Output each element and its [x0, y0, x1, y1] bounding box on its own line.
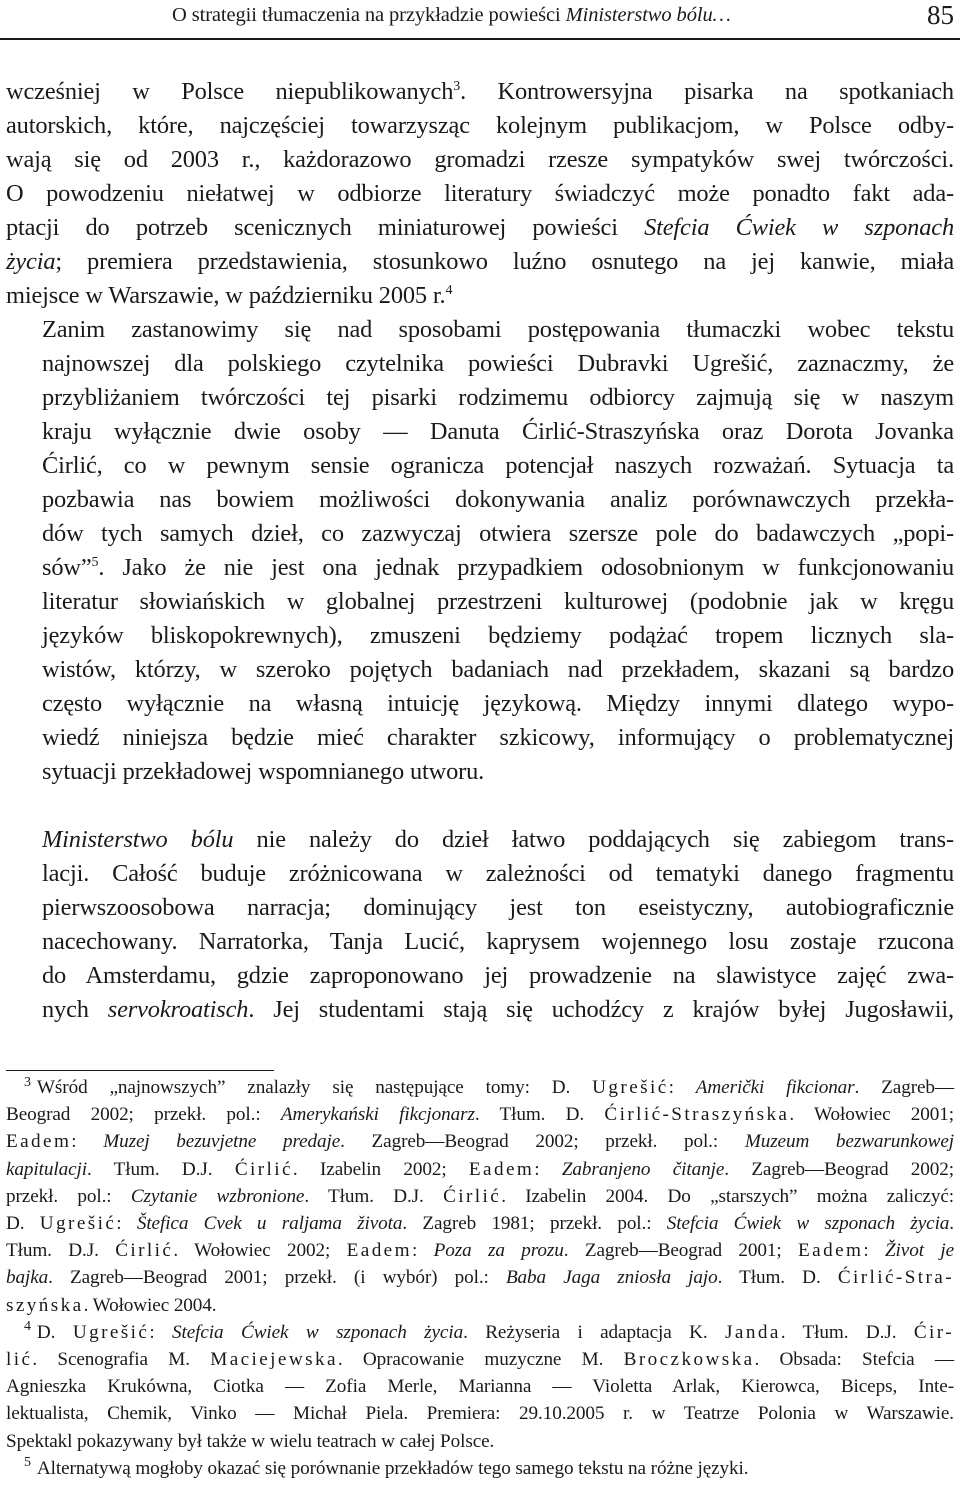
footnote-ref-3[interactable]: 3: [453, 78, 461, 94]
footnote-line: szyńska. Wołowiec 2004.: [6, 1294, 217, 1316]
text-line: wistów, którzy, w szeroko pojętych badaniach nad przekładem, skazani są bardzo: [42, 656, 954, 683]
footnote-line: Spektakl pokazywany był także w wielu teatrach w całej Polsce.: [6, 1430, 495, 1452]
footnotes: [6, 1074, 954, 1482]
footnote-line: $^3$ Wśród „najnowszych” znalazły się następujące tomy: D. Ugrešić: Američki fikcionar. Zagreb—: [24, 1074, 954, 1098]
text-line: O powodzeniu niełatwej w odbiorze literatury świadczyć może ponadto fakt ada-: [6, 180, 954, 207]
footnote-line: $^4$ D. Ugrešić: Stefcia Ćwiek w szponach życia. Reżyseria i adaptacja K. Janda. Tłum. D.J. Ćir-: [24, 1319, 954, 1343]
running-title: [172, 4, 731, 27]
text-line: Zanim zastanowimy się nad sposobami postępowania tłumaczki wobec tekstu: [42, 316, 954, 343]
footnote-line: bajka. Zagreb—Beograd 2001; przekł. (i wybór) pol.: Baba Jaga zniosła jajo. Tłum. D. Ćirlić-Stra-: [6, 1267, 955, 1289]
text-line: pierwszoosobowa narracja; dominujący jest ton eseistyczny, autobiograficznie: [42, 894, 954, 921]
footnote-line: lić. Scenografia M. Maciejewska. Opracowanie muzyczne M. Broczkowska. Obsada: Stefcia —: [6, 1349, 954, 1371]
text-line: lacji. Całość buduje zróżnicowana w zależności od tematyki danego fragmentu: [42, 860, 954, 887]
footnote-3: [6, 1074, 954, 1319]
text-line: pozbawia nas bowiem możliwości dokonywania analiz porównawczych przekła-: [42, 486, 954, 513]
footnote-number: 4: [24, 1319, 31, 1335]
running-title-italic: Ministerstwo bólu…: [565, 4, 731, 26]
text-line: nacechowany. Narratorka, Tanja Lucić, kaprysem wojennego losu zostaje rzucona: [42, 928, 954, 955]
book-title: Ministerstwo bólu: [42, 826, 234, 853]
text-line: wcześniej w Polsce niepublikowanych$^3$. Kontrowersyjna pisarka na spotkaniach: [6, 78, 954, 105]
foreign-term: servokroatisch: [107, 996, 249, 1023]
footnote-line: kapitulacji. Tłum. D.J. Ćirlić. Izabelin 2002; Eadem: Zabranjeno čitanje. Zagreb—Beograd 2002;: [6, 1158, 955, 1180]
header-rule: [0, 38, 960, 40]
running-title-text: O strategii tłumaczenia na przykładzie powieści: [172, 4, 566, 26]
text-line: Ministerstwo bólu nie należy do dzieł łatwo poddających się zabiegom trans-: [42, 826, 954, 853]
paragraph-3: [6, 823, 954, 1027]
footnote-separator: [6, 1070, 274, 1071]
footnote-ref-5[interactable]: 5: [91, 554, 99, 570]
text-line: ptacji do potrzeb scenicznych miniaturowej powieści Stefcia Ćwiek w szponach: [6, 214, 954, 241]
footnote-line: D. Ugrešić: Štefica Cvek u raljama života. Zagreb 1981; przekł. pol.: Stefcia Ćwiek w szponach życia.: [6, 1213, 954, 1235]
footnote-line: Beograd 2002; przekł. pol.: Amerykański fikcjonarz. Tłum. D. Ćirlić-Straszyńska. Wołowiec 2001;: [6, 1104, 954, 1126]
footnote-ref-4[interactable]: 4: [445, 282, 453, 298]
footnote-line: Eadem: Muzej bezuvjetne predaje. Zagreb—Beograd 2002; przekł. pol.: Muzeum bezwarunkowej: [6, 1131, 954, 1153]
footnote-line: Tłum. D.J. Ćirlić. Wołowiec 2002; Eadem: Poza za prozu. Zagreb—Beograd 2001; Eadem: Život je: [6, 1240, 954, 1262]
text-line: dów tych samych dzieł, co zazwyczaj otwiera szersze pole do badawczych „popi-: [42, 520, 954, 547]
text-line: kraju wyłącznie dwie osoby — Danuta Ćirlić-Straszyńska oraz Dorota Jovanka: [42, 418, 954, 445]
text-line: najnowszej dla polskiego czytelnika powieści Dubravki Ugrešić, zaznaczmy, że: [42, 350, 954, 377]
page-number: 85: [927, 0, 954, 30]
book-title: życia: [6, 248, 56, 275]
text-line: często wyłącznie na własną intuicję językową. Między innymi dlatego wypo-: [42, 690, 954, 717]
text-line: nych servokroatisch. Jej studentami stają się uchodźcy z krajów byłej Jugosławii,: [42, 996, 954, 1023]
footnote-line: $^5$ Alternatywą mogłoby okazać się porównanie przekładów tego samego tekstu na różne języki.: [24, 1455, 749, 1479]
page-header: [0, 0, 960, 40]
text-line: literatur słowiańskich w globalnej przestrzeni kulturowej (podobnie jak w kręgu: [42, 588, 954, 615]
text-line: Ćirlić, co w pewnym sensie ogranicza potencjał naszych rozważań. Sytuacja ta: [42, 452, 954, 479]
text-line: sytuacji przekładowej wspomnianego utworu.: [42, 758, 485, 785]
footnote-4: [6, 1319, 954, 1455]
footnote-line: Agnieszka Krukówna, Ciotka — Zofia Merle, Marianna — Violetta Arlak, Kierowca, Biceps, Inte-: [6, 1376, 954, 1398]
footnote-number: 5: [24, 1455, 31, 1471]
book-title: Stefcia Ćwiek w szponach: [644, 214, 954, 241]
text-line: autorskich, które, najczęściej towarzysząc kolejnym publikacjom, w Polsce odby-: [6, 112, 954, 139]
paragraph-1: [6, 75, 954, 313]
text-line: do Amsterdamu, gdzie zaproponowano jej prowadzenie na slawistyce zajęć zwa-: [42, 962, 954, 989]
footnote-line: lektualista, Chemik, Vinko — Michał Piela. Premiera: 29.10.2005 r. w Teatrze Polonia w Warszawie.: [6, 1403, 954, 1425]
footnote-line: przekł. pol.: Czytanie wzbronione. Tłum. D.J. Ćirlić. Izabelin 2004. Do „starszych” można zaliczyć:: [6, 1185, 954, 1207]
footnote-5: [6, 1455, 954, 1482]
paragraph-2: [6, 313, 954, 789]
text-line: wiedź niniejsza będzie mieć charakter szkicowy, informujący o problematycznej: [42, 724, 954, 751]
text-line: przybliżaniem twórczości tej pisarki rodzimemu odbiorcy zajmują się w naszym: [42, 384, 954, 411]
text-line: sów”$^5$. Jako że nie jest ona jednak przypadkiem odosobnionym w funkcjonowaniu: [42, 554, 954, 581]
footnote-number: 3: [24, 1074, 31, 1090]
text-line: miejsce w Warszawie, w październiku 2005 r.$^4$: [6, 282, 453, 309]
text-line: życia; premiera przedstawienia, stosunkowo luźno osnutego na jej kanwie, miała: [6, 248, 954, 275]
text-line: języków bliskopokrewnych), zmuszeni będziemy podążać tropem licznych sla-: [42, 622, 954, 649]
text-line: wają się od 2003 r., każdorazowo gromadzi rzesze sympatyków swej twórczości.: [6, 146, 954, 173]
body-text: [6, 75, 954, 1027]
